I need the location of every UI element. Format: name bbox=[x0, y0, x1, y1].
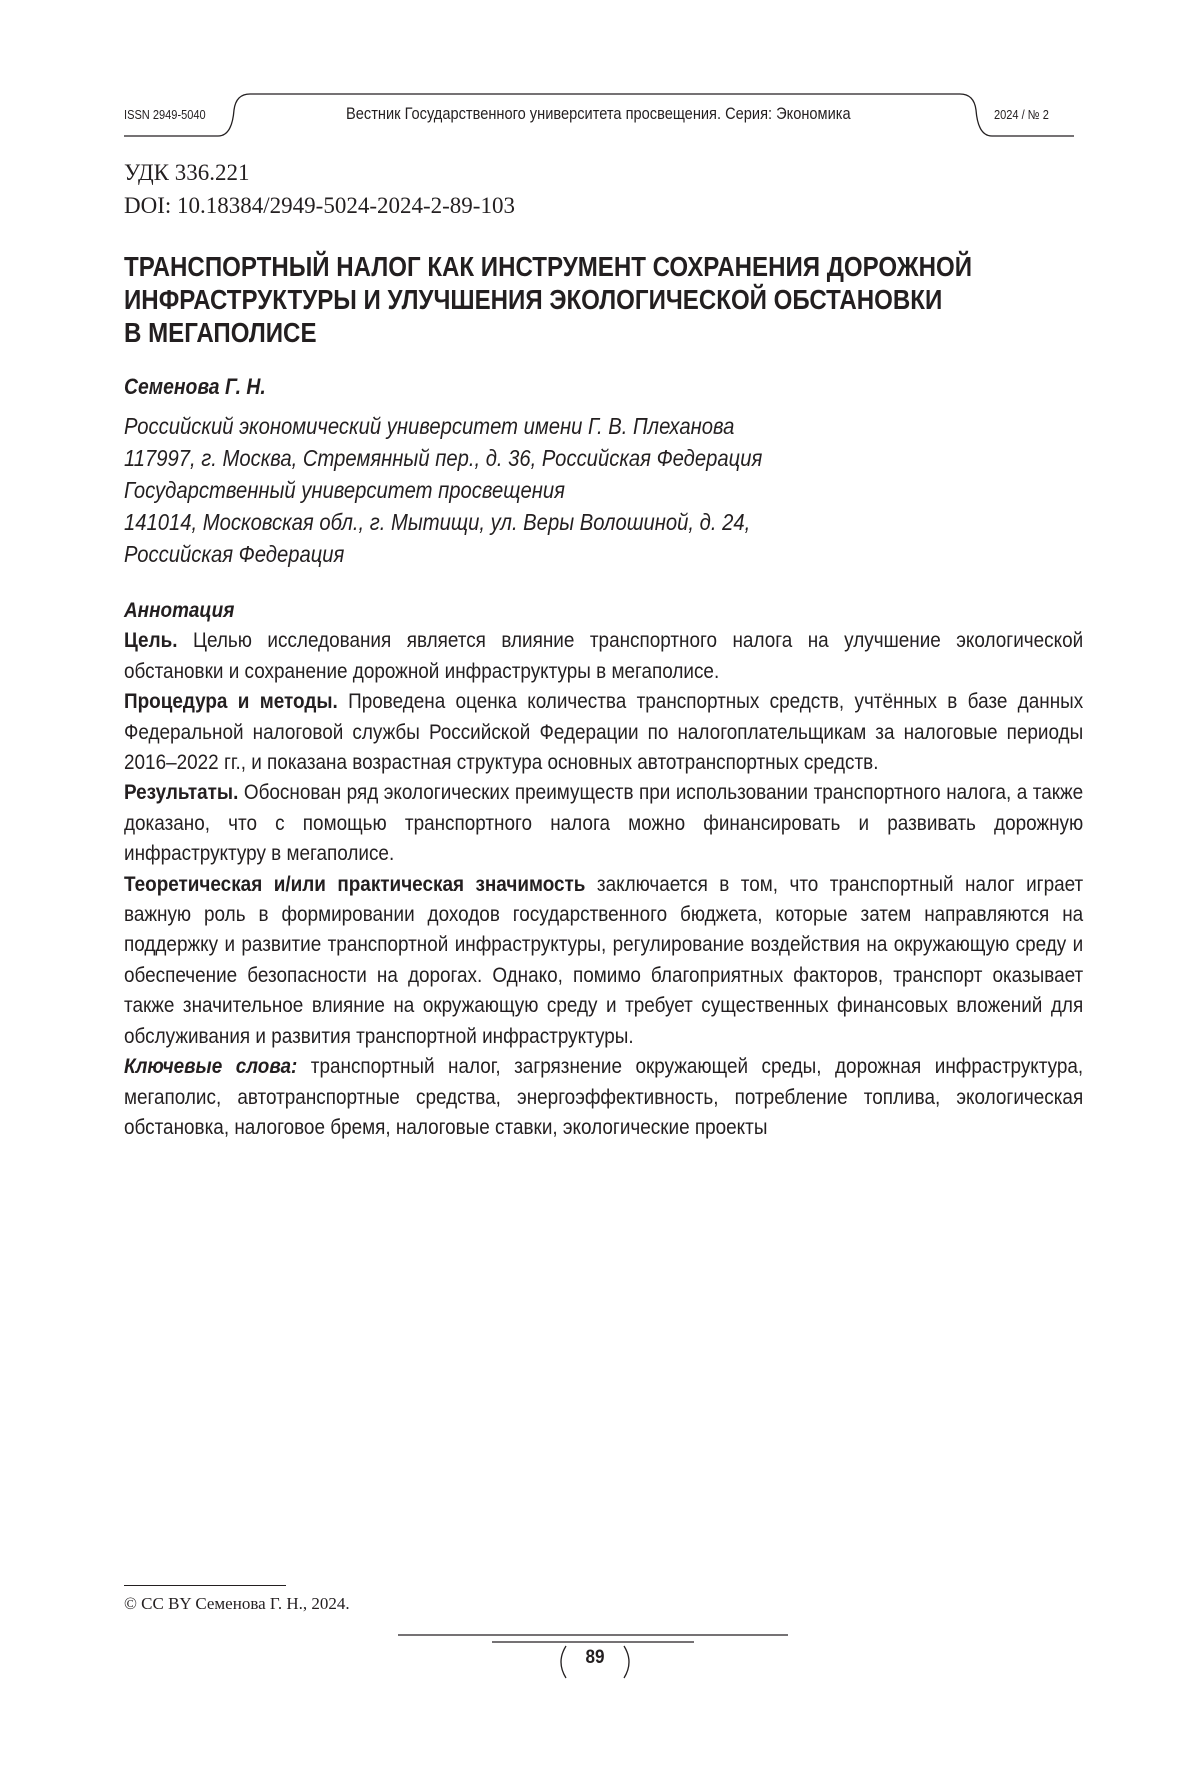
title-line: ТРАНСПОРТНЫЙ НАЛОГ КАК ИНСТРУМЕНТ СОХРАНЕНИЯ ДОРОЖНОЙ bbox=[124, 250, 984, 283]
abstract-results bbox=[124, 777, 1083, 868]
goal-text: Целью исследования является влияние транспортного налога на улучшение экологической обстановки и сохранение дорожной инфраструктуры в мегаполисе. bbox=[124, 628, 1083, 682]
affiliation-line: 117997, г. Москва, Стремянный пер., д. 36, Российская Федерация bbox=[124, 442, 762, 474]
results-text: Обоснован ряд экологических преимуществ при использовании транспортного налога, а также доказано, что с помощью транспортного налога можно финансировать и развивать дорожную инфраструктуру в мегаполисе. bbox=[124, 780, 1083, 865]
affiliation-line: Российский экономический университет имени Г. В. Плеханова bbox=[124, 410, 762, 442]
journal-title: Вестник Государственного университета просвещения. Серия: Экономика bbox=[346, 104, 851, 124]
affiliation-line: Российская Федерация bbox=[124, 538, 762, 570]
keywords-label: Ключевые слова: bbox=[124, 1054, 297, 1078]
article-title bbox=[124, 250, 984, 349]
abstract-heading: Аннотация bbox=[124, 595, 1083, 625]
abstract-methods bbox=[124, 686, 1083, 777]
author: Семенова Г. Н. bbox=[124, 374, 266, 400]
methods-text: Проведена оценка количества транспортных средств, учтённых в базе данных Федеральной налоговой службы Российской Федерации по налогоплательщикам за налоговые периоды 2016–2022 гг., и показана возрастная структура основных автотранспортных средств. bbox=[124, 689, 1083, 774]
abstract-goal bbox=[124, 625, 1083, 686]
abstract bbox=[124, 595, 1083, 1142]
keywords-text: транспортный налог, загрязнение окружающей среды, дорожная инфраструктура, мегаполис, автотранспортные средства, энергоэффективность, потребление топлива, экологическая обстановка, налоговое бремя, налоговые ставки, экологические проекты bbox=[124, 1054, 1083, 1139]
footnote-rule bbox=[124, 1585, 286, 1586]
abstract-keywords bbox=[124, 1051, 1083, 1142]
results-label: Результаты. bbox=[124, 780, 238, 804]
affiliation-line: 141014, Московская обл., г. Мытищи, ул. Веры Волошиной, д. 24, bbox=[124, 506, 762, 538]
title-line: В МЕГАПОЛИСЕ bbox=[124, 316, 984, 349]
doi: DOI: 10.18384/2949-5024-2024-2-89-103 bbox=[124, 193, 515, 219]
title-line: ИНФРАСТРУКТУРЫ И УЛУЧШЕНИЯ ЭКОЛОГИЧЕСКОЙ ОБСТАНОВКИ bbox=[124, 283, 984, 316]
page-number: 89 bbox=[574, 1647, 615, 1669]
issn: ISSN 2949-5040 bbox=[124, 107, 206, 122]
udk: УДК 336.221 bbox=[124, 160, 250, 186]
significance-label: Теоретическая и/или практическая значимость bbox=[124, 872, 585, 896]
affiliations bbox=[124, 410, 762, 570]
issue-number: 2024 / № 2 bbox=[994, 107, 1049, 122]
methods-label: Процедура и методы. bbox=[124, 689, 338, 713]
header-rule bbox=[0, 0, 1200, 160]
abstract-significance bbox=[124, 869, 1083, 1051]
significance-text: заключается в том, что транспортный налог играет важную роль в формировании доходов государственного бюджета, которые затем направляются на поддержку и развитие транспортной инфраструктуры, регулирование воздействия на окружающую среду и обеспечение безопасности на дорогах. Однако, помимо благоприятных факторов, транспорт оказывает также значительное влияние на окружающую среду и требует существенных финансовых вложений для обслуживания и развития транспортной инфраструктуры. bbox=[124, 872, 1083, 1048]
affiliation-line: Государственный университет просвещения bbox=[124, 474, 762, 506]
license-footnote: © CC BY Семенова Г. Н., 2024. bbox=[124, 1594, 350, 1614]
goal-label: Цель. bbox=[124, 628, 177, 652]
